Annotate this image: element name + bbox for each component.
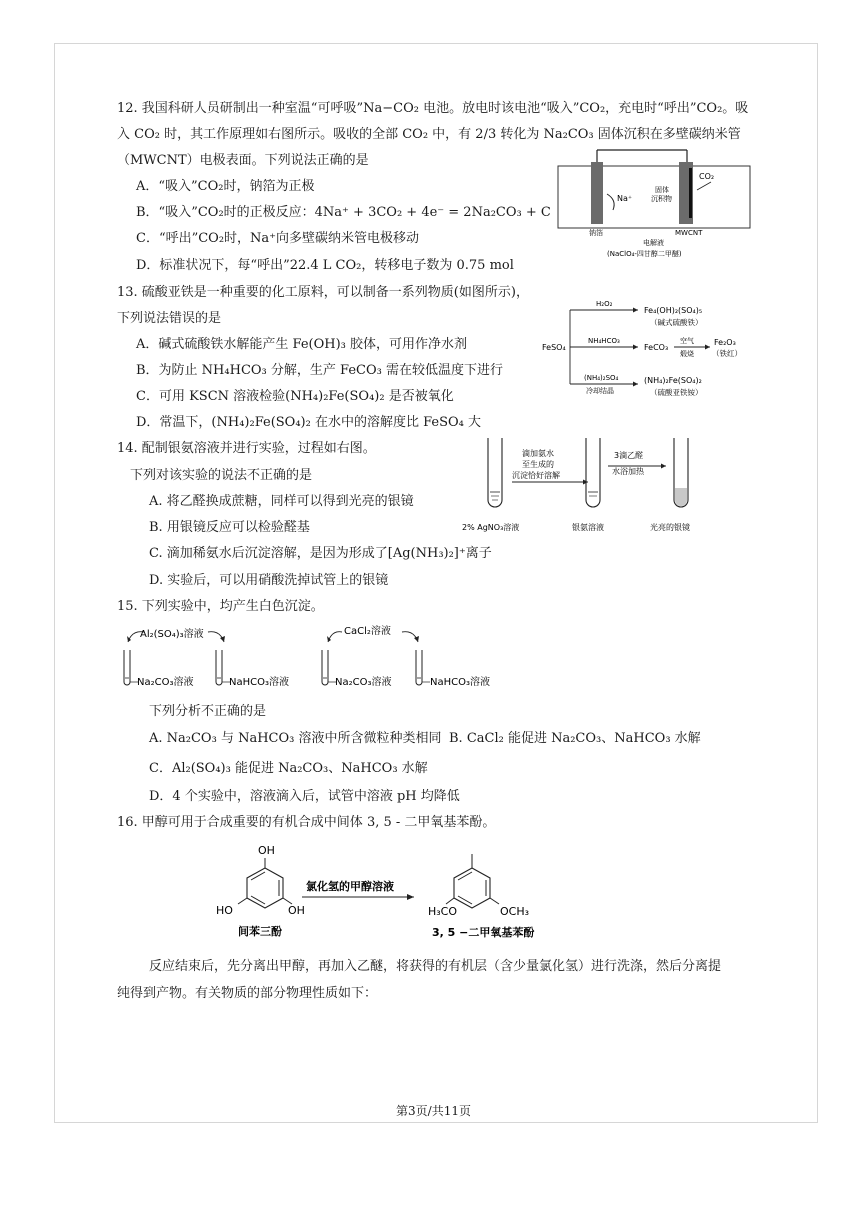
tube4-sodium-bicarbonate: NaHCO₃溶液 [430,677,490,688]
product-mohr-salt-name: （硫酸亚铁铵） [650,388,703,397]
page-number: 第3页/共11页 [396,1104,471,1118]
q14-line2: 下列对该实验的说法不正确的是 [130,468,313,483]
product-feco3: FeCO₃ [644,343,669,352]
q14-option-d: D. 实验后，可以用硝酸洗掉试管上的银镜 [149,573,389,588]
q14-option-b: B. 用银镜反应可以检验醛基 [149,520,310,535]
product-basic-iron-sulfate: Fe₄(OH)₂(SO₄)₅ [644,306,703,315]
feso4-start-label: FeSO₄ [542,343,566,352]
q14-silver-mirror-figure [458,434,720,536]
co2-label: CO₂ [699,172,715,181]
q12-option-d: D．标准状况下，每“呼出”22.4 L CO₂，转移电子数为 0.75 mol [136,258,514,273]
q13-option-c: C．可用 KSCN 溶液检验(NH₄)₂Fe(SO₄)₂ 是否被氧化 [136,389,454,404]
reagent-ammonium-sulfate: (NH₄)₂SO₄ [584,374,619,382]
electrolyte-label-1: 电解液 [643,239,664,247]
q12-line2: 入 CO₂ 时，其工作原理如右图所示。吸收的全部 CO₂ 中，有 2/3 转化为 Na₂CO₃ 固体沉积在多壁碳纳米管 [117,127,741,142]
step1-text-2: 至生成的 [522,460,554,469]
q13-option-b: B．为防止 NH₄HCO₃ 分解，生产 FeCO₃ 需在较低温度下进行 [136,363,503,378]
tube-silver-ammonia-label: 银氨溶液 [572,523,604,532]
q14-option-c: C. 滴加稀氨水后沉淀溶解，是因为形成了[Ag(NH₃)₂]⁺离子 [149,546,492,561]
reagent-aluminium-sulfate: Al₂(SO₄)₃溶液 [140,629,204,640]
na-ion-label: Na⁺ [617,194,633,203]
step2-text-2: 水浴加热 [612,467,644,476]
q16-paragraph-line1: 反应结束后，先分离出甲醇，再加入乙醚，将获得的有机层（含少量氯化氢）进行洗涤，然后分离提 [149,959,722,974]
q12-line3: （MWCNT）电极表面。下列说法正确的是 [117,153,369,168]
q13-option-a: A．碱式硫酸铁水解能产生 Fe(OH)₃ 胶体，可用作净水剂 [136,337,468,352]
reagent-air: 空气 [680,337,694,345]
reagent-calcination: 煅烧 [680,350,694,358]
tube-silver-mirror-label: 光亮的银镜 [650,523,690,532]
tube-silver-nitrate-label: 2% AgNO₃溶液 [462,523,520,532]
step2-text-1: 3滴乙醛 [614,451,644,460]
q12-option-a: A．“吸入”CO₂时，钠箔为正极 [136,179,315,194]
step1-text-1: 滴加氨水 [522,449,554,458]
q15-precipitation-figure [116,620,516,696]
right-electrode-label: MWCNT [675,229,703,237]
q13-option-d: D．常温下，(NH₄)₂Fe(SO₄)₂ 在水中的溶解度比 FeSO₄ 大 [136,415,482,430]
reactant-name: 间苯三酚 [238,925,282,938]
product-basic-iron-sulfate-name: （碱式硫酸铁） [650,318,703,327]
q16-paragraph-line2: 纯得到产物。有关物质的部分物理性质如下： [117,986,378,1001]
reactant-oh-right: OH [288,904,305,917]
q12-line1: 12. 我国科研人员研制出一种室温“可呼吸”Na−CO₂ 电池。放电时该电池“吸入”CO₂，充电时“呼出”CO₂。吸 [117,101,749,116]
product-och3-right: OCH₃ [500,905,530,918]
q15-prompt: 下列分析不正确的是 [149,704,267,719]
product-fe2o3: Fe₂O₃ [714,338,736,347]
sodium-foil-electrode [591,162,603,224]
tube1-sodium-carbonate: Na₂CO₃溶液 [137,677,194,688]
q15-option-d: D．4 个实验中，溶液滴入后，试管中溶液 pH 均降低 [149,789,460,804]
electrolyte-label-2: (NaClO₄-四甘醇二甲醚) [607,250,682,258]
solid-label-2: 沉积物 [651,195,672,203]
q16-line1: 16. 甲醇可用于合成重要的有机合成中间体 3, 5 - 二甲氧基苯酚。 [117,815,496,830]
reactant-oh-top: OH [258,844,275,857]
reagent-h2o2: H₂O₂ [596,300,613,308]
q12-option-b: B．“吸入”CO₂时的正极反应：4Na⁺ + 3CO₂ + 4e⁻ = 2Na₂CO₃ + C [136,205,551,220]
step1-text-3: 沉淀恰好溶解 [512,471,560,480]
q14-line1: 14. 配制银氨溶液并进行实验，过程如右图。 [117,441,376,456]
q12-battery-figure [555,146,755,262]
product-h3co-left: H₃CO [428,905,458,918]
tube3-sodium-carbonate: Na₂CO₃溶液 [335,677,392,688]
q15-line1: 15. 下列实验中，均产生白色沉淀。 [117,599,324,614]
reagent-crystallization: 冷却结晶 [586,387,614,395]
reaction-condition: 氯化氢的甲醇溶液 [306,880,394,893]
product-mohr-salt: (NH₄)₂Fe(SO₄)₂ [644,376,702,385]
tube2-sodium-bicarbonate: NaHCO₃溶液 [229,677,289,688]
q15-option-a: A. Na₂CO₃ 与 NaHCO₃ 溶液中所含微粒种类相同 [149,731,442,746]
q15-option-b: B. CaCl₂ 能促进 Na₂CO₃、NaHCO₃ 水解 [449,731,701,746]
reagent-calcium-chloride: CaCl₂溶液 [344,626,391,637]
q16-reaction-figure [210,840,570,946]
q15-option-c: C．Al₂(SO₄)₃ 能促进 Na₂CO₃、NaHCO₃ 水解 [149,761,428,776]
product-fe2o3-name: （铁红） [712,349,742,358]
solid-label-1: 固体 [655,186,669,194]
product-name: 3, 5 −二甲氧基苯酚 [432,926,535,939]
left-electrode-label: 钠箔 [589,229,603,237]
q13-flow-figure [540,292,755,400]
q12-option-c: C．“呼出”CO₂时，Na⁺向多壁碳纳米管电极移动 [136,231,420,246]
reactant-ho-left: HO [216,904,233,917]
q14-option-a: A. 将乙醛换成蔗糖，同样可以得到光亮的银镜 [149,494,414,509]
reagent-nh4hco3: NH₄HCO₃ [588,337,620,345]
q13-line1: 13. 硫酸亚铁是一种重要的化工原料，可以制备一系列物质(如图所示)， [117,285,529,300]
q13-line2: 下列说法错误的是 [117,311,222,326]
